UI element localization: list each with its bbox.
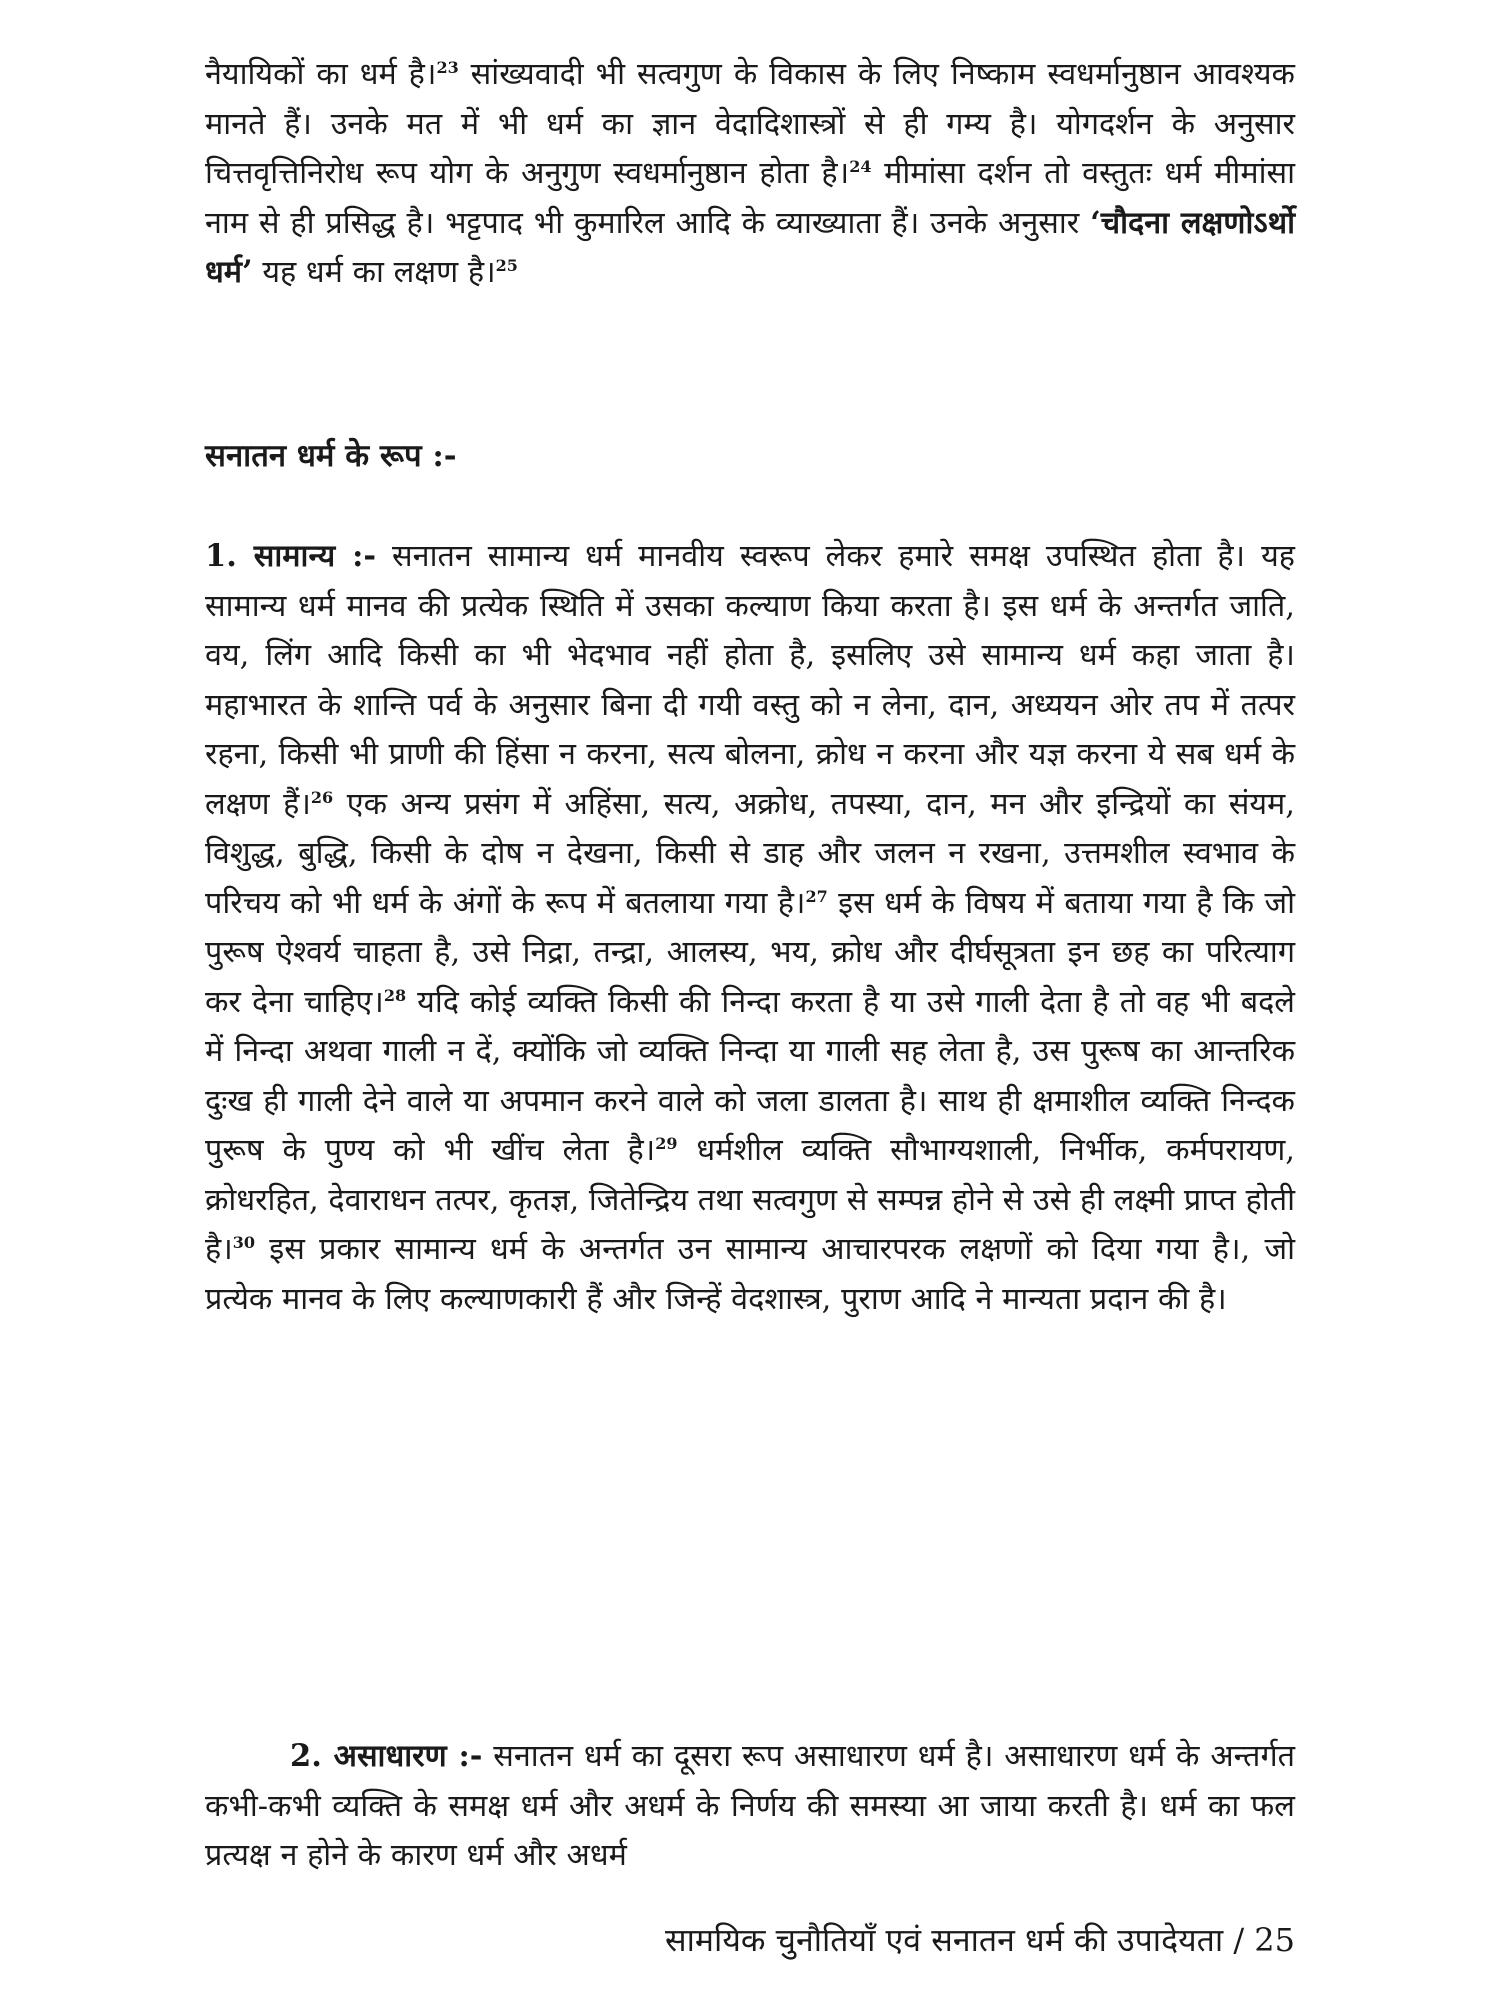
- quoted-definition: ‘चौदना लक्षणोऽर्थो धर्म’: [205, 204, 1295, 290]
- text-run: एक अन्य प्रसंग में अहिंसा, सत्य, अक्रोध, तपस्या, दान, मन और इन्द्रियों का संयम, विशुद्ध, बुद्धि, किसी के दोष न देखना, किसी से डाह और जलन न रखना, उत्तमशील स्वभाव के परिचय को भी धर्म के अंगों के रूप में बतलाया गया है।: [205, 786, 1295, 921]
- paragraph-samanya: [205, 532, 1295, 1324]
- text-run: सनातन धर्म का दूसरा रूप असाधारण धर्म है। असाधारण धर्म के अन्तर्गत कभी-कभी व्यक्ति के समक्ष धर्म और अधर्म के निर्णय की समस्या आ जाया करती है। धर्म का फल प्रत्यक्ष न होने के कारण धर्म और अधर्म: [205, 1739, 1295, 1873]
- footnote-ref-29: 29: [655, 1133, 678, 1153]
- text-run: मीमांसा दर्शन तो वस्तुतः धर्म मीमांसा नाम से ही प्रसिद्ध है। भट्टपाद भी कुमारिल आदि के व्याख्याता हैं। उनके अनुसार: [205, 156, 1295, 241]
- footnote-ref-23: 23: [436, 57, 459, 77]
- text-run: इस धर्म के विषय में बताया गया है कि जो पुरूष ऐश्वर्य चाहता है, उसे निद्रा, तन्द्रा, आलस्य, भय, क्रोध और दीर्घसूत्रता इन छह का परित्याग कर देना चाहिए।: [205, 885, 1296, 1020]
- paragraph-asadharan: [205, 1732, 1295, 1881]
- footnote-ref-24: 24: [849, 156, 872, 176]
- text-run: नैयायिकों का धर्म है।: [205, 57, 437, 92]
- text-run: यदि कोई व्यक्ति किसी की निन्दा करता है या उसे गाली देता है तो वह भी बदले में निन्दा अथवा गाली न दें, क्योंकि जो व्यक्ति निन्दा या गाली सह लेता है, उस पुरूष का आन्तरिक दुःख ही गाली देने वाले या अपमान करने वाले को जला डालता है। साथ ही क्षमाशील व्यक्ति निन्दक पुरूष के पुण्य को भी खींच लेता है।: [205, 984, 1295, 1168]
- footnote-ref-26: 26: [310, 787, 334, 807]
- paragraph-intro: [205, 50, 1295, 298]
- page-footer: [500, 1920, 1295, 1960]
- footnote-ref-27: 27: [805, 886, 828, 906]
- section-heading: सनातन धर्म के रूप :-: [205, 438, 457, 474]
- running-title: सामयिक चुनौतियाँ एवं सनातन धर्म की उपादेयता: [664, 1921, 1224, 1959]
- text-run: सनातन सामान्य धर्म मानवीय स्वरूप लेकर हमारे समक्ष उपस्थित होता है। यह सामान्य धर्म मानव की प्रत्येक स्थिति में उसका कल्याण किया करता है। इस धर्म के अन्तर्गत जाति, वय, लिंग आदि किसी का भी भेदभाव नहीं होता है, इसलिए उसे सामान्य धर्म कहा जाता है। महाभारत के शान्ति पर्व के अनुसार बिना दी गयी वस्तु को न लेना, दान, अध्ययन ओर तप में तत्पर रहना, किसी भी प्राणी की हिंसा न करना, सत्य बोलना, क्रोध न करना और यज्ञ करना ये सब धर्म के लक्षण हैं।: [205, 539, 1296, 822]
- footnote-ref-30: 30: [232, 1232, 256, 1252]
- footnote-ref-25: 25: [495, 255, 518, 275]
- text-run: धर्मशील व्यक्ति सौभाग्यशाली, निर्भीक, कर्मपरायण, क्रोधरहित, देवाराधन तत्पर, कृतज्ञ, जितेन्द्रिय तथा सत्वगुण से सम्पन्न होने से उसे ही लक्ष्मी प्राप्त होती है।: [205, 1133, 1295, 1267]
- text-run: इस प्रकार सामान्य धर्म के अन्तर्गत उन सामान्य आचारपरक लक्षणों को दिया गया है।, जो प्रत्येक मानव के लिए कल्याणकारी हैं और जिन्हें वेदशास्त्र, पुराण आदि ने मान्यता प्रदान की है।: [205, 1232, 1295, 1317]
- section-label-samanya: 1. सामान्य :-: [205, 538, 376, 574]
- section-label-asadharan: 2. असाधारण :-: [290, 1738, 483, 1774]
- text-run: यह धर्म का लक्षण है।: [252, 255, 496, 290]
- footer-separator: /: [1223, 1921, 1255, 1959]
- text-run: सांख्यवादी भी सत्वगुण के विकास के लिए निष्काम स्वधर्मानुष्ठान आवश्यक मानते हैं। उनके मत में भी धर्म का ज्ञान वेदादिशास्त्रों से ही गम्य है। योगदर्शन के अनुसार चित्तवृत्तिनिरोध रूप योग के अनुगुण स्वधर्मानुष्ठान होता है।: [205, 57, 1295, 191]
- footnote-ref-28: 28: [383, 985, 407, 1005]
- page-number: 25: [1254, 1921, 1295, 1959]
